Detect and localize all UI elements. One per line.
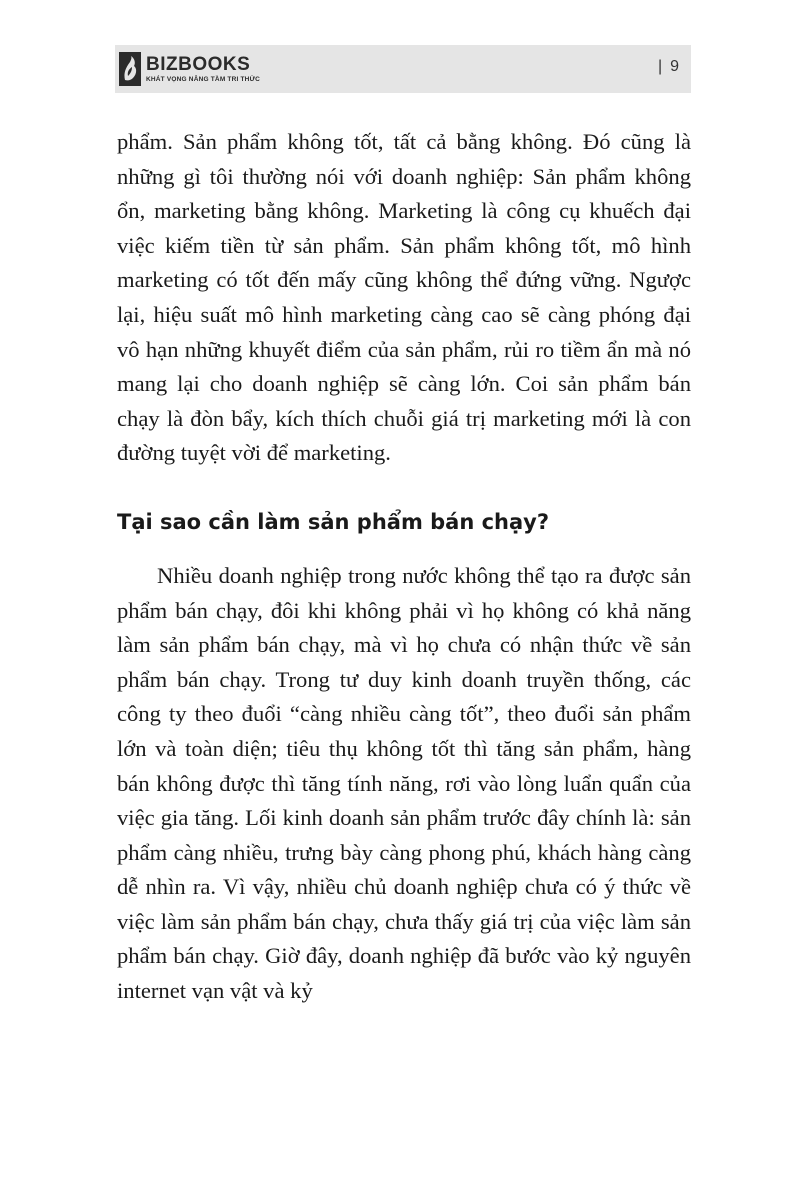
brand-tagline: KHÁT VỌNG NÂNG TẦM TRI THỨC [146, 75, 261, 83]
paragraph: phẩm. Sản phẩm không tốt, tất cả bằng không. Đó cũng là những gì tôi thường nói với doanh nghiệp: Sản phẩm không ổn, marketing bằng không. Marketing là công cụ khuếch đại việc kiếm tiền từ sản phẩm. Sản phẩm không tốt, mô hình marketing có tốt đến mấy cũng không thể đứng vững. Ngược lại, hiệu suất mô hình marketing càng cao sẽ càng phóng đại vô hạn những khuyết điểm của sản phẩm, rủi ro tiềm ẩn mà nó mang lại cho doanh nghiệp sẽ càng lớn. Coi sản phẩm bán chạy là đòn bẩy, kích thích chuỗi giá trị marketing mới là con đường tuyệt vời để marketing. [117, 129, 691, 466]
running-header [115, 45, 691, 93]
section-heading: Tại sao cần làm sản phẩm bán chạy? [117, 509, 550, 534]
bizbooks-emblem-icon [119, 52, 141, 86]
body-text [117, 125, 691, 1009]
publisher-logo [119, 52, 260, 86]
page-number-label [658, 58, 679, 76]
page-number: 9 [670, 58, 679, 75]
paragraph: Nhiều doanh nghiệp trong nước không thể tạo ra được sản phẩm bán chạy, đôi khi không phải vì họ không có khả năng làm sản phẩm bán chạy, mà vì họ chưa có nhận thức về sản phẩm bán chạy. Trong tư duy kinh doanh truyền thống, các công ty theo đuổi “càng nhiều càng tốt”, theo đuổi sản phẩm lớn và toàn diện; tiêu thụ không tốt thì tăng sản phẩm, hàng bán không được thì tăng tính năng, rơi vào lòng luẩn quẩn của việc gia tăng. Lối kinh doanh sản phẩm trước đây chính là: sản phẩm càng nhiều, trưng bày càng phong phú, khách hàng càng dễ nhìn ra. Vì vậy, nhiều chủ doanh nghiệp chưa có ý thức về việc làm sản phẩm bán chạy, chưa thấy giá trị của việc làm sản phẩm bán chạy. Giờ đây, doanh nghiệp đã bước vào kỷ nguyên internet vạn vật và kỷ [117, 562, 691, 1004]
brand-name: BIZBOOKS [146, 53, 251, 75]
page-separator: | [657, 58, 663, 75]
